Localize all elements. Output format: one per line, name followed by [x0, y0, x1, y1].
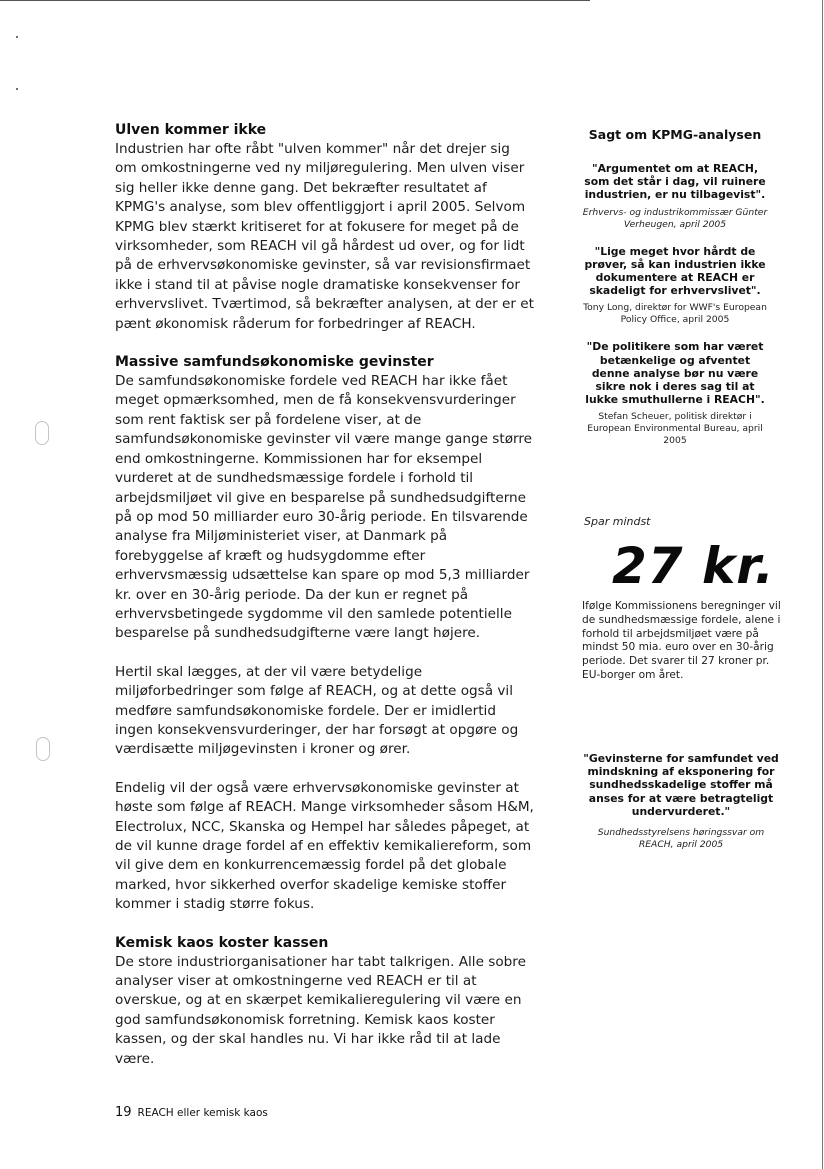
page-number: 19	[115, 1105, 132, 1120]
page-edge-line	[822, 0, 823, 1169]
attribution-long: Tony Long, direktør for WWF's European Policy Office, april 2005	[583, 302, 767, 326]
scan-speck	[16, 88, 18, 90]
paragraph-ulven: Industrien har ofte råbt "ulven kommer" når det drejer sig om omkostningerne ved ny miljøregulering. Men ulven viser sig heller ikke denne gang. Det bekræfter resultatet af KPMG's analyse, som blev offentliggjort i april 2005. Selvom KPMG blev stærkt kritiseret for at fokusere for meget på de virksomheder, som REACH vil gå hårdest ud over, og for lidt på de erhvervsøkonomiske gevinster, så var revisionsfirmaet ikke i stand til at påvise nogle dramatiske konsekvenser for erhvervslivet. Tværtimod, så bekræfter analysen, at der er et pænt økonomisk råderum for forbedringer af REACH.	[115, 141, 534, 332]
scan-speck	[16, 36, 18, 38]
main-column	[115, 120, 535, 1069]
quote-sundhedsstyrelsen: "Gevinsterne for samfundet ved mindskning af eksponering for sundhedsskadelige stoffer må anses for at være betragteligt undervurderet."	[583, 752, 779, 818]
page-footer	[115, 1105, 268, 1120]
binder-hole-mark	[36, 737, 50, 761]
publication-title: REACH eller kemisk kaos	[137, 1107, 268, 1119]
paragraph-gevinster-3: Endelig vil der også være erhvervsøkonomiske gevinster at høste som følge af REACH. Mange virksomheder såsom H&M, Electrolux, NCC, Skanska og Hempel har således påpeget, at de vil kunne drage fordel af en effektiv kemikaliereform, som vil give dem en konkurrencemæssig fordel på det globale marked, hvor sikkerhed overfor skadelige kemiske stoffer kommer i stadig større fokus.	[115, 779, 534, 913]
quote-scheuer: "De politikere som har været betænkelige og afventet denne analyse bør nu være sikre nok i deres sag til at lukke smuthullerne i REACH".	[585, 340, 765, 407]
sidebar-heading: Sagt om KPMG-analysen	[588, 127, 762, 142]
attribution-scheuer: Stefan Scheuer, politisk direktør i European Environmental Bureau, april 2005	[587, 411, 763, 447]
attribution-sundhedsstyrelsen: Sundhedsstyrelsens høringssvar om REACH, april 2005	[597, 827, 765, 851]
quote-verheugen: "Argumentet om at REACH, som det står i dag, vil ruinere industrien, er nu tilbagevist".	[584, 162, 766, 202]
sidebar-quote-box	[582, 752, 780, 851]
section-heading-gevinster: Massive samfundsøkonomiske gevinster	[115, 354, 434, 371]
sidebar-quotes	[580, 126, 770, 447]
section-heading-kaos: Kemisk kaos koster kassen	[115, 934, 329, 951]
attribution-verheugen: Erhvervs- og industrikommissær Günter Verheugen, april 2005	[582, 206, 768, 230]
paragraph-gevinster-2: Hertil skal lægges, at der vil være betydelige miljøforbedringer som følge af REACH, og at dette også vil medføre samfundsøkonomiske fordele. Der er imidlertid ingen konsekvensvurderinger, der har forsøgt at opgøre og værdisætte miljøgevinsten i kroner og ører.	[115, 663, 519, 758]
paragraph-gevinster-1: De samfundsøkonomiske fordele ved REACH har ikke fået meget opmærksomhed, men de få konsekvensvurderinger som rent faktisk ser på fordelene viser, at de samfundsøkonomiske gevinster vil være mange gange større end omkostningerne. Kommissionen har for eksempel vurderet at de sundhedsmæssige fordele i forhold til arbejdsmiljøet vil give en besparelse på sundhedsudgifterne på op mod 50 milliarder euro 30-årig periode. En tilsvarende analyse fra Miljøministeriet viser, at Danmark på forebyggelse af kræft og hudsygdomme efter erhvervsmæssig udsættelse kan spare op mod 5,3 milliarder kr. over en 30-årig periode. Da der kun er regnet på erhvervsbetingede sygdomme vil den samlede potentielle besparelse på sundhedsudgifterne være langt højere.	[115, 373, 533, 642]
section-heading-ulven: Ulven kommer ikke	[115, 122, 267, 138]
savings-explanation: Ifølge Kommissionens beregninger vil de sundhedsmæssige fordele, alene i forhold til arbejdsmiljøet være på mindst 50 mia. euro over en 30-årig periode. Det svarer til 27 kroner pr. EU-borger om året.	[582, 600, 781, 681]
top-rule	[0, 0, 590, 1]
paragraph-kaos: De store industriorganisationer har tabt talkrigen. Alle sobre analyser viser at omkostningerne ved REACH er til at overskue, og at en skærpet kemikalieregulering vil være en god samfundsøkonomisk forretning. Kemisk kaos koster kassen, og der skal handles nu. Vi har ikke råd til at lade være.	[115, 953, 526, 1067]
binder-hole-mark	[35, 421, 49, 445]
savings-label: Spar mindst	[584, 515, 651, 528]
savings-figure: 27 kr.	[612, 537, 775, 595]
quote-long: "Lige meget hvor hårdt de prøver, så kan industrien ikke dokumentere at REACH er skadeligt for erhvervslivet".	[584, 244, 766, 298]
